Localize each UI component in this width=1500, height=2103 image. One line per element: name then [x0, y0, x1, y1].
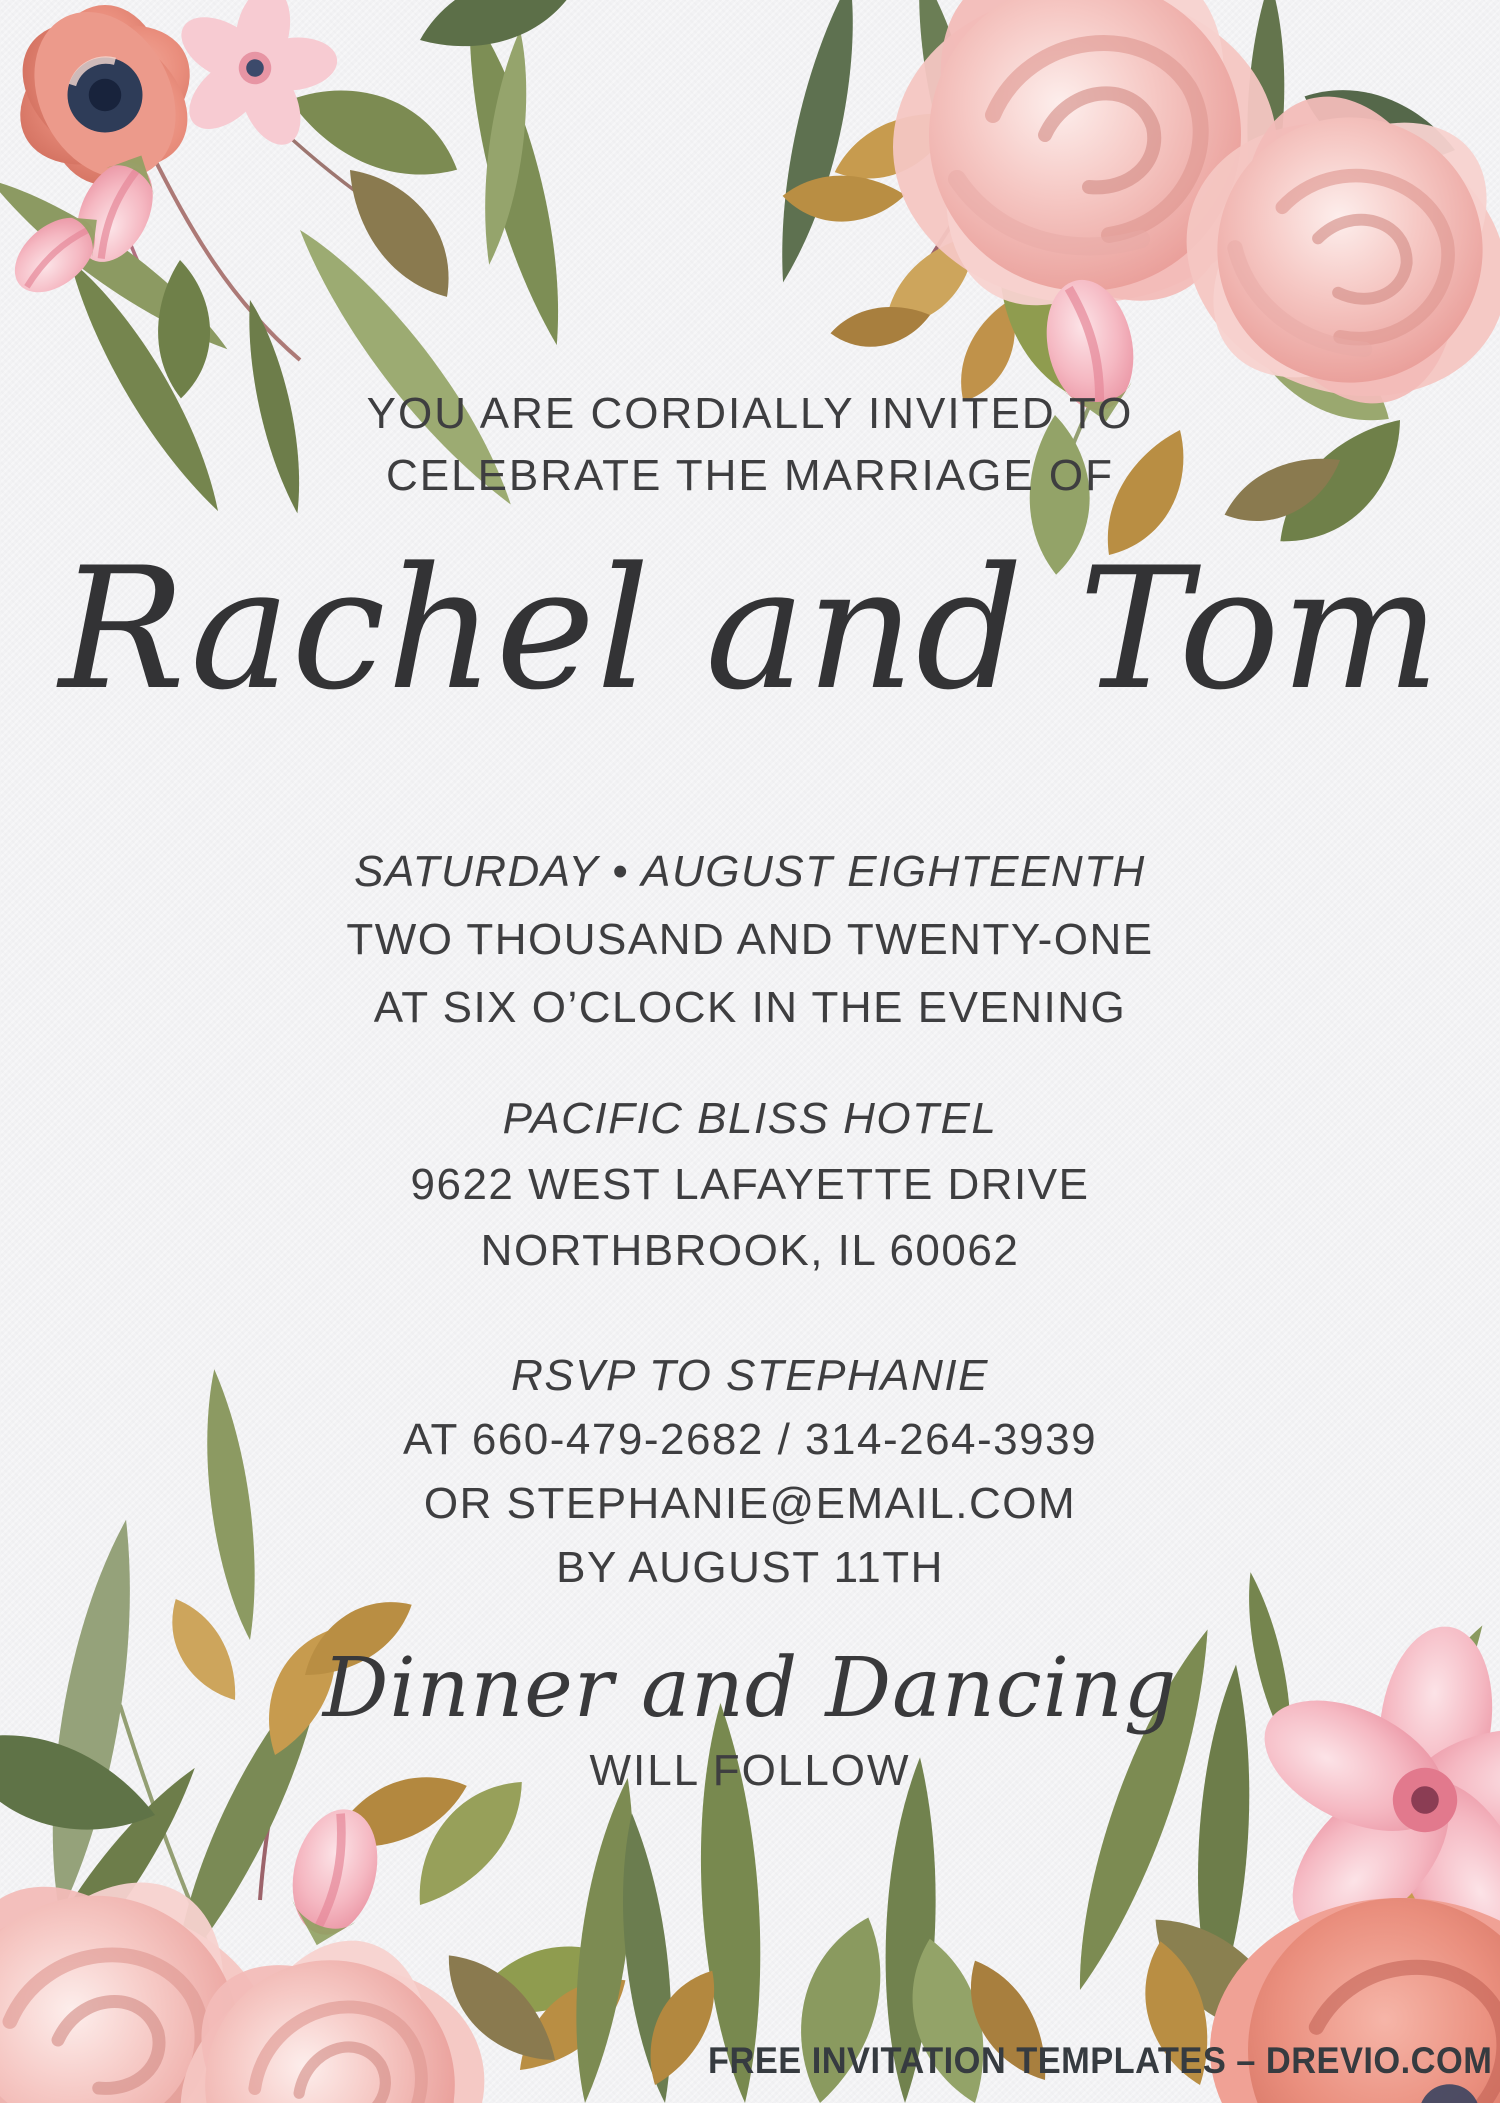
- year-line: TWO THOUSAND AND TWENTY-ONE: [346, 915, 1154, 964]
- date-time-text: [0, 838, 1500, 1042]
- watermark: FREE INVITATION TEMPLATES – DREVIO.COM: [707, 2040, 1492, 2081]
- closing-caps: WILL FOLLOW: [589, 1746, 911, 1795]
- rsvp-line-4: BY AUGUST 11TH: [556, 1543, 944, 1592]
- venue-address-1: 9622 WEST LAFAYETTE DRIVE: [410, 1160, 1090, 1209]
- intro-text: [0, 383, 1500, 507]
- time-line: AT SIX O’CLOCK IN THE EVENING: [373, 983, 1127, 1032]
- venue-text: [0, 1086, 1500, 1284]
- closing-script: Dinner and Dancing: [322, 1641, 1178, 1736]
- rsvp-line-1: RSVP TO STEPHANIE: [511, 1351, 989, 1400]
- couple-names: Rachel and Tom: [58, 531, 1442, 727]
- rsvp-line-2: AT 660-479-2682 / 314-264-3939: [402, 1415, 1098, 1464]
- intro-line-1: YOU ARE CORDIALLY INVITED TO: [366, 389, 1134, 438]
- rsvp-line-3: OR STEPHANIE@EMAIL.COM: [423, 1479, 1077, 1528]
- venue-address-2: NORTHBROOK, IL 60062: [480, 1226, 1020, 1275]
- date-line: SATURDAY • AUGUST EIGHTEENTH: [354, 847, 1146, 896]
- venue-name: PACIFIC BLISS HOTEL: [502, 1094, 998, 1143]
- intro-line-2: CELEBRATE THE MARRIAGE OF: [385, 451, 1115, 500]
- rsvp-text: [0, 1344, 1500, 1600]
